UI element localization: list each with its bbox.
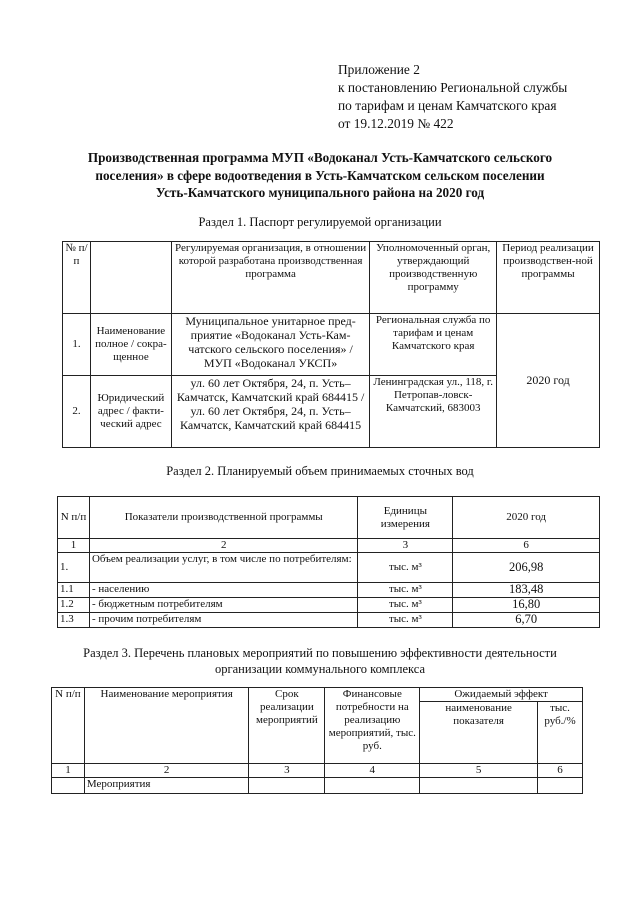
header-indicator: наименование показателя [420,702,538,764]
row-num: 2. [63,376,91,448]
row-label: Наименование полное / сокра-щенное [90,314,171,376]
header-name: Наименование мероприятия [84,688,249,764]
row-name: - прочим потребителям [89,613,357,628]
row-unit: тыс. м³ [358,598,453,613]
row-num [52,778,85,794]
row-name: - населению [89,583,357,598]
row-unit: тыс. м³ [358,613,453,628]
header-effect: Ожидаемый эффект [420,688,583,702]
title-line: Усть-Камчатского муниципального района на 2020 год [155,185,485,200]
row-name: - бюджетным потребителям [89,598,357,613]
header-value: тыс. руб./% [538,702,583,764]
header-authority: Уполномоченный орган, утверждающий производственную программу [370,242,497,314]
org-name: Муниципальное унитарное пред-приятие «Водоканал Усть-Кам-чатского сельского поселения» / МУП «Водоканал УКСП» [171,314,369,376]
row-value [538,778,583,794]
title-line: Производственная программа МУП «Водоканал Усть-Камчатского сельского [87,150,553,165]
passport-table [62,241,600,448]
row-indicator [420,778,538,794]
header-empty [90,242,171,314]
index-cell: 6 [538,764,583,778]
heading-line: организации коммунального комплекса [214,662,426,676]
row-finance [325,778,420,794]
authority-address: Ленинградская ул., 118, г. Петропав-ловск-Камчатский, 683003 [370,376,497,448]
index-cell: 5 [420,764,538,778]
header-finance: Финансовые потребности на реализацию мероприятий, тыс. руб. [325,688,420,764]
period-value: 2020 год [497,314,600,448]
appendix-line: Приложение 2 [338,62,420,77]
title-line: поселения» в сфере водоотведения в Усть-Камчатском сельском поселении [95,167,545,183]
index-cell: 1 [52,764,85,778]
header-org: Регулируемая организация, в отношении которой разработана производственная программа [171,242,369,314]
index-cell: 2 [84,764,249,778]
row-value: 16,80 [453,598,600,613]
row-value: 183,48 [453,583,600,598]
appendix-line: по тарифам и ценам Камчатского края [338,98,557,113]
header-num: N п/п [58,497,90,539]
header-unit: Единицы измерения [358,497,453,539]
header-num: № п/п [63,242,91,314]
volume-table [57,496,600,628]
row-value: 206,98 [453,553,600,583]
row-term [249,778,325,794]
measures-table [51,687,583,794]
index-cell: 1 [58,539,90,553]
section2-heading: Раздел 2. Планируемый объем принимаемых сточных вод [166,464,474,478]
row-value: 6,70 [453,613,600,628]
document-title [30,149,610,202]
index-cell: 3 [249,764,325,778]
row-unit: тыс. м³ [358,583,453,598]
header-term: Срок реализации мероприятий [249,688,325,764]
row-name: Объем реализации услуг, в том числе по потребителям: [89,553,357,583]
authority-name: Региональная служба по тарифам и ценам Камчатского края [370,314,497,376]
appendix-line: к постановлению Региональной службы [338,80,568,95]
row-num: 1.2 [58,598,90,613]
header-indicator: Показатели производственной программы [89,497,357,539]
row-num: 1.1 [58,583,90,598]
appendix-block [338,61,567,133]
row-num: 1.3 [58,613,90,628]
row-unit: тыс. м³ [358,553,453,583]
row-num: 1. [58,553,90,583]
header-period: Период реализации производствен-ной программы [497,242,600,314]
header-num: N п/п [52,688,85,764]
header-year: 2020 год [453,497,600,539]
row-num: 1. [63,314,91,376]
section3-heading [0,645,640,677]
section1-heading: Раздел 1. Паспорт регулируемой организации [198,215,442,229]
row-label: Юридический адрес / факти-ческий адрес [90,376,171,448]
index-cell: 6 [453,539,600,553]
index-cell: 3 [358,539,453,553]
appendix-line: от 19.12.2019 № 422 [338,116,454,131]
row-name: Мероприятия [84,778,249,794]
index-cell: 4 [325,764,420,778]
org-address: ул. 60 лет Октября, 24, п. Усть–Камчатск, Камчатский край 684415 / ул. 60 лет Октября, 24, п. Усть–Камчатск, Камчатский край 684415 [171,376,369,448]
index-cell: 2 [89,539,357,553]
heading-line: Раздел 3. Перечень плановых мероприятий по повышению эффективности деятельности [83,646,557,660]
